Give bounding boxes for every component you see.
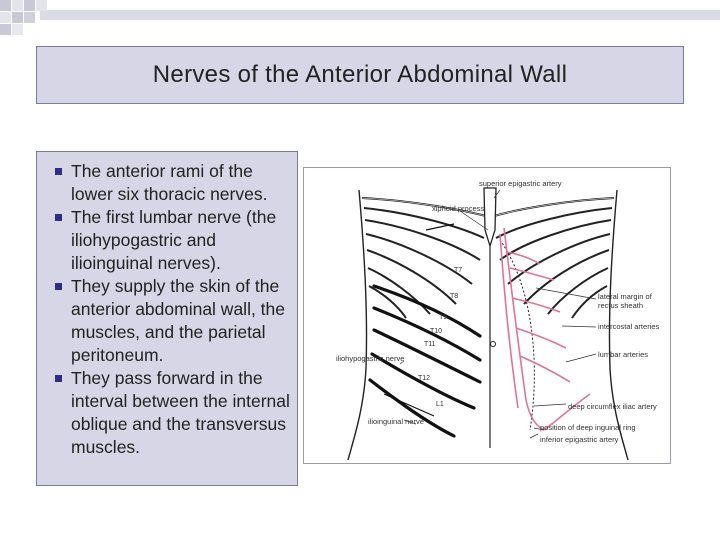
corner-decoration (0, 0, 720, 40)
bullet-square-icon (55, 214, 62, 221)
label-t8: T8 (450, 293, 459, 300)
label-intercostal-arteries: intercostal arteries (598, 322, 660, 331)
bullet-item (55, 275, 295, 367)
bullet-text: The anterior rami of the lower six thoracic nerves. (71, 161, 268, 204)
label-lumbar-arteries: lumbar arteries (598, 350, 649, 359)
label-iliohypogastric-nerve: iliohypogastric nerve (336, 354, 405, 363)
label-position-deep-inguinal-ring: position of deep inguinal ring (540, 423, 636, 432)
label-superior-epigastric-artery: superior epigastric artery (479, 179, 562, 188)
content-box (36, 151, 298, 486)
slide-title: Nerves of the Anterior Abdominal Wall (152, 61, 568, 88)
bullet-text: They supply the skin of the anterior abdominal wall, the muscles, and the parietal peritoneum. (71, 276, 286, 365)
label-t11: T11 (424, 341, 436, 348)
label-t12: T12 (418, 375, 431, 382)
anatomy-figure (303, 167, 671, 464)
bullet-square-icon (55, 283, 62, 290)
label-l1: L1 (436, 401, 444, 408)
label-xiphoid-process: xiphoid process (432, 204, 485, 213)
bullet-square-icon (55, 375, 62, 382)
bullet-item (55, 160, 295, 206)
bullet-list (55, 160, 295, 459)
bullet-square-icon (55, 168, 62, 175)
anatomy-diagram (304, 168, 670, 463)
label-inferior-epigastric-artery: inferior epigastric artery (540, 435, 619, 444)
label-t7: T7 (454, 267, 463, 274)
bullet-item (55, 206, 295, 275)
label-t9: T9 (439, 314, 448, 321)
label-ilioinguinal-nerve: ilioinguinal nerve (368, 417, 424, 426)
label-t10: T10 (430, 328, 443, 335)
title-box (36, 46, 684, 104)
label-lateral-margin: lateral margin of (598, 292, 652, 301)
label-rectus-sheath: rectus sheath (598, 301, 644, 310)
bullet-text: They pass forward in the interval between the internal oblique and the transversus muscles. (71, 368, 290, 457)
label-deep-circumflex-iliac-artery: deep circumflex iliac artery (568, 402, 657, 411)
bullet-text: The first lumbar nerve (the iliohypogastric and ilioinguinal nerves). (71, 207, 277, 273)
bullet-item (55, 367, 295, 459)
